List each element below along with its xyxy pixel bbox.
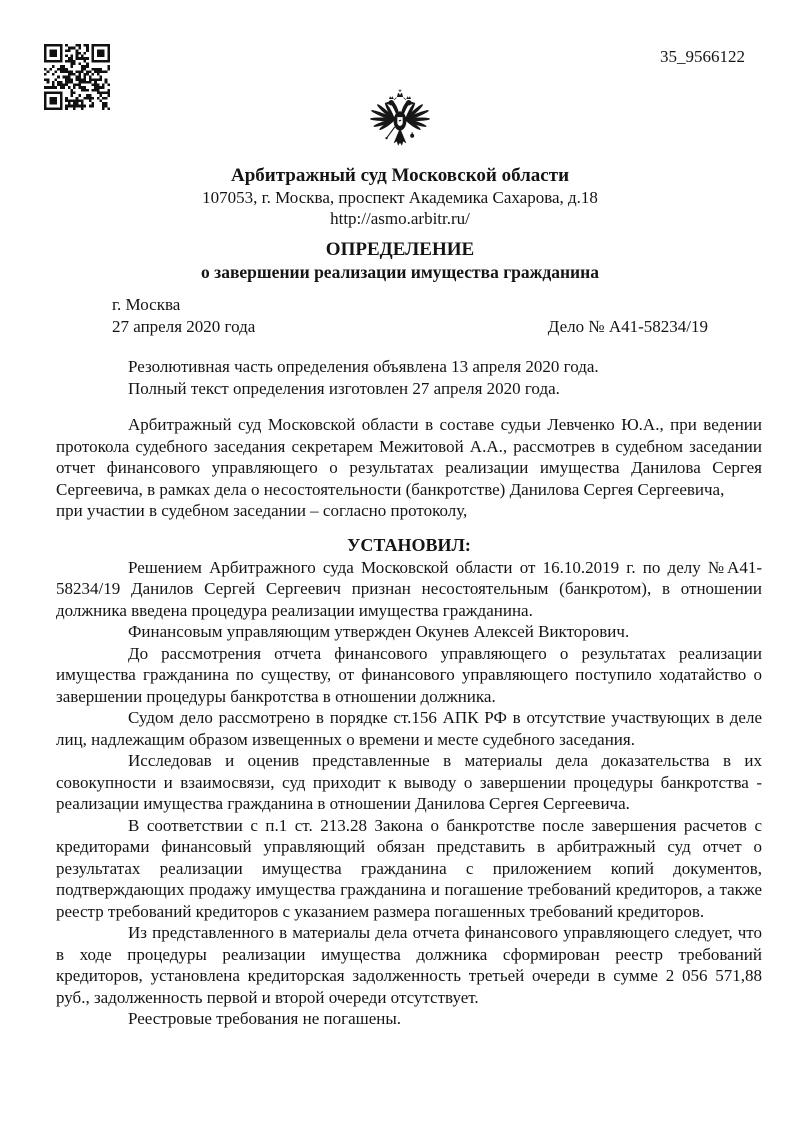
place-date-block [56,294,762,337]
russian-coat-of-arms-icon [368,82,432,160]
ruling-paragraph: Решением Арбитражного суда Московской области от 16.10.2019 г. по делу №А41-58234/19 Данилов Сергей Сергеевич признан несостоятельным (банкротом), в отношении должника введена процедура реализации имущества гражданина. [56,557,762,620]
ruling-paragraph: Финансовым управляющим утвержден Окунев Алексей Викторович. [128,622,630,641]
ruling-paragraph: Исследовав и оценив представленные в материалы дела доказательства в их совокупности и взаимосвязи, суд приходит к выводу о завершении процедуры банкротства - реализации имущества гражданина в отношении Данилова Сергея Сергеевича. [56,751,762,813]
ruling-paragraphs [56,557,762,1030]
ruling-heading: УСТАНОВИЛ: [347,534,471,555]
hearing-city: г. Москва [112,295,181,314]
document-header [0,0,800,283]
document-number: 35_9566122 [660,47,745,66]
court-address: 107053, г. Москва, проспект Академика Сахарова, д.18 [202,188,598,207]
court-composition-paragraph: Арбитражный суд Московской области в составе судьи Левченко Ю.А., при ведении протокола судебного заседания секретарем Межитовой А.А., рассмотрев в судебном заседании отчет финансового управляющего о результатах реализации имущества Данилова Сергея Сергеевича, в рамках дела о несостоятельности (банкротстве) Данилова Сергея Сергеевича, [56,415,762,499]
participation-line: при участии в судебном заседании – согласно протоколу, [56,501,468,520]
ruling-paragraph: До рассмотрения отчета финансового управляющего о результатах реализации имущества гражданина по существу, от финансового управляющего поступило ходатайство о завершении процедуры банкротства в отношении должника. [56,643,762,706]
document-body [0,294,800,1030]
ruling-paragraph: Из представленного в материалы дела отчета финансового управляющего следует, что в ходе процедуры реализации имущества должника сформирован реестр требований кредиторов, установлена кредиторская задолженность третьей очереди в сумме 2 056 571,88 руб., задолженность первой и второй очереди отсутствует. [56,923,762,1007]
case-number: Дело № А41-58234/19 [547,316,708,336]
intro-block [56,414,762,522]
resolutive-part-line: Резолютивная часть определения объявлена 13 апреля 2020 года. [128,357,599,376]
ruling-paragraph: Судом дело рассмотрено в порядке ст.156 АПК РФ в отсутствие участвующих в деле лиц, надлежащим образом извещенных о времени и месте судебного заседания. [56,708,762,749]
document-subtitle: о завершении реализации имущества гражданина [201,262,599,282]
court-name: Арбитражный суд Московской области [230,165,570,186]
ruling-paragraph: Реестровые требования не погашены. [128,1009,402,1028]
ruling-paragraph: В соответствии с п.1 ст. 213.28 Закона о банкротстве после завершения расчетов с кредиторами финансовый управляющий обязан представить в арбитражный суд отчет о результатах реализации имущества гражданина с приложением копий документов, подтверждающих продажу имущества гражданина и погашение требований кредиторов, а также реестр требований кредиторов с указанием размера погашенных требований кредиторов. [56,815,762,921]
qr-code-icon [44,44,110,110]
document-title: ОПРЕДЕЛЕНИЕ [325,239,475,260]
announcement-block [56,356,762,399]
hearing-date: 27 апреля 2020 года [112,316,256,336]
court-website: http://asmo.arbitr.ru/ [330,209,470,228]
full-text-line: Полный текст определения изготовлен 27 апреля 2020 года. [128,378,560,398]
